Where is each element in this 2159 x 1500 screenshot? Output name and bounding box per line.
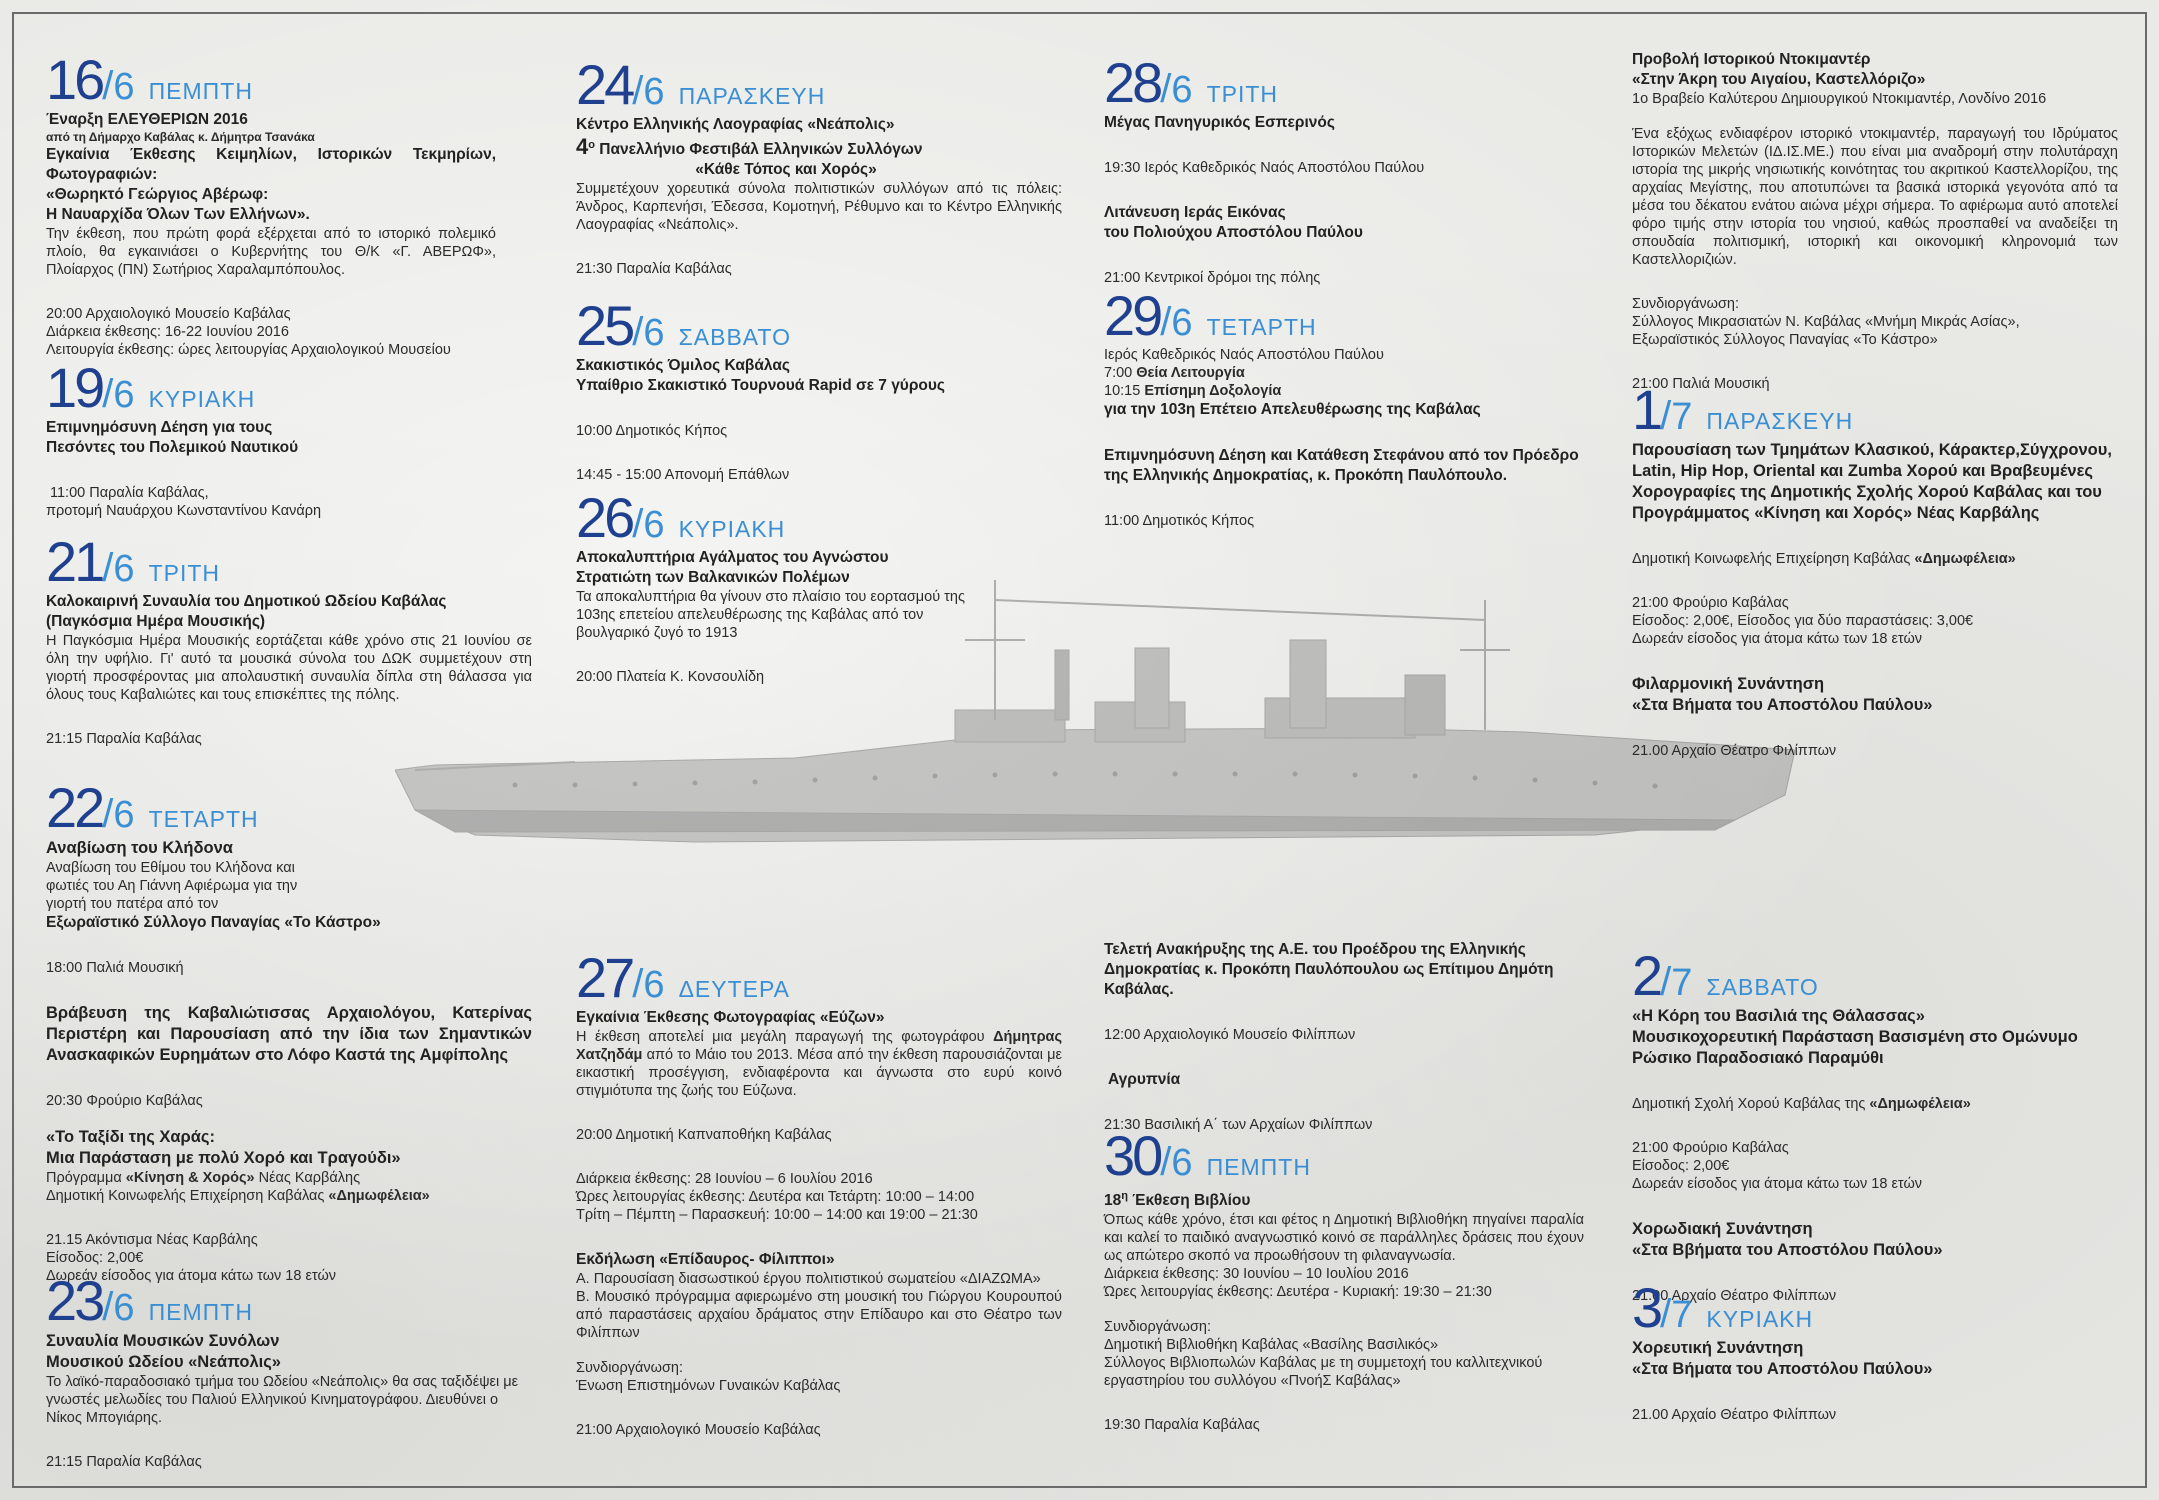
event-time-venue: 20:00 Δημοτική Καπναποθήκη Καβάλας: [576, 1127, 832, 1143]
event-day-29-6-continued: [1104, 940, 1584, 1134]
event-time-venue: 10:00 Δημοτικός Κήπος: [576, 423, 728, 439]
event-title: «Στην Άκρη του Αιγαίου, Καστελλόριζο»: [1632, 71, 1926, 88]
month-number: 6: [643, 504, 665, 546]
month-number: 6: [113, 374, 135, 416]
day-number: 26: [576, 486, 633, 549]
day-name: ΚΥΡΙΑΚΗ: [1706, 1306, 1814, 1332]
event-title: «Το Ταξίδι της Χαράς:: [46, 1128, 215, 1146]
event-organizer: Εξωραϊστικός Σύλλογος Παναγίας «Το Κάστρο»: [1632, 332, 1938, 348]
event-time-venue: 21:00 Παλιά Μουσική: [1632, 376, 1770, 392]
event-time-venue: 20:30 Φρούριο Καβάλας: [46, 1093, 203, 1109]
event-day-27-6: [576, 946, 1062, 1439]
event-title: «Στα Ββήματα του Αποστόλου Παύλου»: [1632, 1241, 1943, 1259]
event-info: Είσοδος: 2,00€: [1632, 1158, 1730, 1174]
event-info: Συνδιοργάνωση:: [1632, 296, 1739, 312]
date-slash: /: [1660, 960, 1672, 1004]
event-info: Δωρεάν είσοδος για άτομα κάτω των 18 ετών: [1632, 631, 1923, 647]
event-title: Μουσικοχορευτική Παράσταση Βασισμένη στο Ομώνυμο Ρώσικο Παραδοσιακό Παραμύθι: [1632, 1028, 2078, 1067]
event-description: Η Παγκόσμια Ημέρα Μουσικής εορτάζεται κάθε χρόνο στις 21 Ιουνίου σε όλη την υφήλιο. Γι' αυτό τα μουσικά σύνολα του ΔΩΚ συμμετέχουν στη γιορτή προσφέροντας μια απολαυστική συναυλία δίπλα στη θάλασσα για όλους τους Καβαλιώτες και τους επισκέπτες της πόλης.: [46, 633, 532, 703]
event-info: Ώρες λειτουργίας έκθεσης: Δευτέρα - Κυριακή: 19:30 – 21:30: [1104, 1284, 1492, 1301]
ordinal-suffix: ο: [588, 139, 595, 151]
event-time-venue: 21:15 Παραλία Καβάλας: [46, 731, 202, 747]
day-number: 25: [576, 294, 633, 357]
event-info: Πρόγραμμα: [46, 1170, 122, 1186]
program-name: «Κίνηση & Χορός»: [125, 1170, 255, 1186]
day-header: [1104, 284, 1584, 347]
month-number: 6: [113, 548, 135, 590]
event-time-venue: 21.15 Ακόντισμα Νέας Καρβάλης: [46, 1232, 258, 1248]
event-time-venue: 19:30 Ιερός Καθεδρικός Ναός Αποστόλου Παύλου: [1104, 160, 1425, 176]
event-time-venue: 21.00 Αρχαίο Θέατρο Φιλίππων: [1632, 743, 1837, 759]
event-info: Συνδιοργάνωση:: [576, 1360, 683, 1376]
day-header: [1632, 378, 2118, 441]
day-header: [576, 294, 1062, 357]
event-description: Συμμετέχουν χορευτικά σύνολα πολιτιστικών συλλόγων από τις πόλεις: Άνδρος, Καρπενήσι, Έδεσσα, Κομοτηνή, Ρέθυμνο και το Κέντρο Ελληνικής Λαογραφίας «Νεάπολις».: [576, 181, 1062, 234]
day-number: 23: [46, 1269, 103, 1332]
event-title: Φιλαρμονική Συνάντηση: [1632, 675, 1825, 693]
event-title: Συναυλία Μουσικών Συνόλων: [46, 1332, 280, 1350]
event-info: Διάρκεια έκθεσης: 28 Ιουνίου – 6 Ιουλίου 2016: [576, 1171, 873, 1187]
month-number: 6: [1171, 1142, 1193, 1184]
event-time-venue: 19:30 Παραλία Καβάλας: [1104, 1417, 1260, 1434]
day-header: [1104, 51, 1584, 114]
event-title: Επίσημη Δοξολογία: [1144, 383, 1282, 399]
event-description: Την έκθεση, που πρώτη φορά εξέρχεται από το ιστορικό πολεμικό πλοίο, θα εγκαινιάσει ο Κυβερνήτης του Θ/Κ «Γ. ΑΒΕΡΩΦ», Πλοίαρχος (ΠΝ) Σωτήριος Χαραλαμπόπουλος.: [46, 226, 496, 278]
event-time: 7:00: [1104, 365, 1137, 381]
event-title: Υπαίθριο Σκακιστικό Τουρνουά Rapid σε 7 γύρους: [576, 377, 945, 394]
day-name: ΠΕΜΠΤΗ: [148, 78, 253, 104]
day-number: 19: [46, 356, 103, 419]
event-time-venue: 21:15 Παραλία Καβάλας: [46, 1454, 202, 1470]
day-header: [46, 530, 532, 593]
event-day-22-6: [46, 776, 532, 1285]
event-title: για την 103η Επέτειο Απελευθέρωσης της Καβάλας: [1104, 401, 1481, 418]
event-time-venue: 21:30 Βασιλική Α΄ των Αρχαίων Φιλίππων: [1104, 1117, 1373, 1133]
event-time-venue: 11:00 Δημοτικός Κήπος: [1104, 513, 1255, 529]
event-title: Σκακιστικός Όμιλος Καβάλας: [576, 357, 790, 374]
event-organizer: Δημοτική Κοινωφελής Επιχείρηση Καβάλας: [46, 1188, 325, 1204]
event-title: Καλοκαιρινή Συναυλία του Δημοτικού Ωδείου Καβάλας: [46, 593, 447, 610]
date-slash: /: [632, 310, 644, 354]
event-documentary-screening: [1632, 50, 2118, 393]
event-title: Θεία Λειτουργία: [1136, 365, 1245, 381]
day-name: ΠΕΜΠΤΗ: [1206, 1154, 1311, 1180]
event-time-venue: 14:45 - 15:00 Απονομή Επάθλων: [576, 467, 790, 483]
event-info: Συνδιοργάνωση:: [1104, 1319, 1211, 1336]
event-time-venue: 21:00 Αρχαιολογικό Μουσείο Καβάλας: [576, 1422, 821, 1438]
month-number: 7: [1671, 396, 1693, 438]
day-name: ΤΕΤΑΡΤΗ: [1206, 314, 1317, 340]
event-description: Η έκθεση αποτελεί μια μεγάλη παραγωγή της φωτογράφου: [576, 1029, 985, 1045]
day-header: [1632, 1276, 2118, 1339]
event-day-29-6: [1104, 284, 1584, 530]
event-description: Α. Παρουσίαση διασωστικού έργου πολιτιστικού σωματείου «ΔΙΑΖΩΜΑ»: [576, 1271, 1041, 1287]
day-number: 22: [46, 776, 103, 839]
day-number: 1: [1632, 378, 1661, 441]
event-time-venue: 21.00 Αρχαίο Θέατρο Φιλίππων: [1632, 1407, 1837, 1423]
event-info: Τρίτη – Πέμπτη – Παρασκευή: 10:00 – 14:00 και 19:00 – 21:30: [576, 1207, 978, 1223]
event-title: Επιμνημόσυνη Δέηση και Κατάθεση Στεφάνου από τον Πρόεδρο της Ελληνικής Δημοκρατίας, κ. Προκόπη Παυλόπουλο.: [1104, 447, 1579, 484]
event-organizer: Εξωραϊστικό Σύλλογο Παναγίας «Το Κάστρο»: [46, 914, 381, 931]
event-subtitle: από τη Δήμαρχο Καβάλας κ. Δήμητρα Τσανάκα: [46, 130, 315, 144]
event-title: Παρουσίαση των Τμημάτων Κλασικού, Κάρακτερ,Σύγχρονου, Latin, Hip Hop, Oriental και Zumba Χορού και Βραβευμένες Χορογραφίες της Δημοτικής Σχολής Χορού Καβάλας και του Προγράμματος «Κίνηση και Χορός» Νέας Καρβάλης: [1632, 441, 2112, 522]
date-slash: /: [102, 64, 114, 108]
event-title: Έναρξη ΕΛΕΥΘΕΡΙΩΝ 2016: [46, 111, 248, 128]
event-title: «Στα Βήματα του Αποστόλου Παύλου»: [1632, 1360, 1933, 1378]
date-slash: /: [1160, 67, 1172, 111]
event-day-25-6: [576, 294, 1062, 484]
event-day-26-6: [576, 486, 996, 686]
day-name: ΚΥΡΙΑΚΗ: [148, 386, 256, 412]
photographer-name: Δήμητρας Χατζηδάμ: [576, 1029, 1062, 1063]
month-number: 6: [113, 1287, 135, 1329]
date-slash: /: [632, 962, 644, 1006]
event-time-venue: 21.00 Αρχαίο Θέατρο Φιλίππων: [1632, 1288, 1837, 1304]
event-day-1-7: [1632, 378, 2118, 760]
event-title: «Η Κόρη του Βασιλιά της Θάλασσας»: [1632, 1007, 1925, 1025]
event-day-23-6: [46, 1269, 532, 1471]
event-description: Τα αποκαλυπτήρια θα γίνουν στο πλαίσιο του εορτασμού της 103ης επετείου απελευθέρωσης της Καβάλας από τον βουλγαρικό ζυγό το 1913: [576, 589, 965, 641]
day-number: 3: [1632, 1276, 1661, 1339]
event-info: Διάρκεια έκθεσης: 16-22 Ιουνίου 2016: [46, 324, 289, 340]
month-number: 6: [113, 794, 135, 836]
day-header: [1632, 944, 2118, 1007]
month-number: 6: [643, 71, 665, 113]
event-description: γιορτή του πατέρα από τον: [46, 896, 219, 912]
event-title: Πεσόντες του Πολεμικού Ναυτικού: [46, 439, 299, 456]
day-number: 21: [46, 530, 103, 593]
day-name: ΤΡΙΤΗ: [1206, 81, 1279, 107]
event-time: 10:15: [1104, 383, 1145, 399]
event-description: Όπως κάθε χρόνο, έτσι και φέτος η Δημοτική Βιβλιοθήκη πηγαίνει παραλία και καλεί το παιδικό αναγνωστικό κοινό σε παράλληλες δράσεις που έχουν ως απώτερο σκοπό να προωθήσουν τη φιλαναγνωσία.: [1104, 1212, 1584, 1265]
event-organizer: Σύλλογος Μικρασιατών Ν. Καβάλας «Μνήμη Μικράς Ασίας»,: [1632, 314, 2020, 330]
event-time-venue: 21:00 Κεντρικοί δρόμοι της πόλης: [1104, 270, 1321, 286]
day-name: ΔΕΥΤΕΡΑ: [678, 976, 790, 1002]
event-info: Νέας Καρβάλης: [258, 1170, 361, 1186]
event-title: Πανελλήνιο Φεστιβάλ Ελληνικών Συλλόγων: [594, 141, 923, 159]
event-info: Είσοδος: 2,00€, Είσοδος για δύο παραστάσεις: 3,00€: [1632, 613, 1974, 629]
event-time-venue: 21:00 Φρούριο Καβάλας: [1632, 595, 1789, 611]
day-name: ΣΑΒΒΑΤΟ: [678, 324, 791, 350]
event-day-16-6: [46, 48, 496, 359]
day-name: ΠΑΡΑΣΚΕΥΗ: [678, 83, 826, 109]
day-header: [46, 1269, 532, 1332]
month-number: 7: [1671, 962, 1693, 1004]
date-slash: /: [102, 372, 114, 416]
event-info: 1ο Βραβείο Καλύτερου Δημιουργικού Ντοκιμαντέρ, Λονδίνο 2016: [1632, 91, 2047, 107]
event-info: Λειτουργία έκθεσης: ώρες λειτουργίας Αρχαιολογικού Μουσείου: [46, 342, 451, 358]
event-day-19-6: [46, 356, 496, 520]
event-organizer: Δημοτική Βιβλιοθήκη Καβάλας «Βασίλης Βασιλικός»: [1104, 1337, 1439, 1354]
event-title: Έκθεση Βιβλίου: [1127, 1192, 1251, 1210]
day-number: 30: [1104, 1124, 1161, 1187]
event-title: του Πολιούχου Αποστόλου Παύλου: [1104, 224, 1363, 241]
event-time-venue: 11:00 Παραλία Καβάλας,: [50, 485, 209, 501]
ordinal-suffix: η: [1121, 1190, 1128, 1202]
event-title: Μια Παράσταση με πολύ Χορό και Τραγούδι»: [46, 1149, 401, 1167]
event-venue: Ιερός Καθεδρικός Ναός Αποστόλου Παύλου: [1104, 347, 1384, 363]
event-time-venue: 20:00 Αρχαιολογικό Μουσείο Καβάλας: [46, 306, 291, 322]
event-time-venue: προτομή Ναυάρχου Κωνσταντίνου Κανάρη: [46, 503, 322, 519]
event-time-venue: 18:00 Παλιά Μουσική: [46, 960, 184, 976]
event-title: Η Ναυαρχίδα Όλων Των Ελλήνων».: [46, 206, 310, 223]
event-time-venue: 21:00 Φρούριο Καβάλας: [1632, 1140, 1789, 1156]
day-header: [576, 486, 996, 549]
event-title: Αποκαλυπτήρια Αγάλματος του Αγνώστου: [576, 549, 889, 566]
event-title: Μουσικού Ωδείου «Νεάπολις»: [46, 1353, 281, 1371]
day-number: 16: [46, 48, 103, 111]
day-name: ΤΡΙΤΗ: [148, 560, 221, 586]
event-day-28-6: [1104, 51, 1584, 287]
day-number: 29: [1104, 284, 1161, 347]
event-title: Εγκαίνια Έκθεσης Κειμηλίων, Ιστορικών Τεκμηρίων, Φωτογραφιών:: [46, 146, 496, 183]
day-number: 28: [1104, 51, 1161, 114]
event-day-21-6: [46, 530, 532, 748]
day-name: ΣΑΒΒΑΤΟ: [1706, 974, 1819, 1000]
event-title: Τελετή Ανακήρυξης της Α.Ε. του Προέδρου της Ελληνικής Δημοκρατίας κ. Προκόπη Παυλόπουλου ως Επίτιμου Δημότη Καβάλας.: [1104, 941, 1554, 998]
event-title: Προβολή Ιστορικού Ντοκιμαντέρ: [1632, 51, 1871, 68]
event-info: Δωρεάν είσοδος για άτομα κάτω των 18 ετών: [46, 1268, 337, 1284]
event-title: Χορωδιακή Συνάντηση: [1632, 1220, 1813, 1238]
day-header: [576, 53, 1062, 116]
event-info: Διάρκεια έκθεσης: 30 Ιουνίου – 10 Ιουλίου 2016: [1104, 1266, 1409, 1283]
event-info: Δωρεάν είσοδος για άτομα κάτω των 18 ετών: [1632, 1176, 1923, 1192]
event-organizer: Ένωση Επιστημόνων Γυναικών Καβάλας: [576, 1378, 841, 1394]
festival-edition-number: 4: [576, 134, 589, 160]
event-day-2-7: [1632, 944, 2118, 1305]
event-day-3-7: [1632, 1276, 2118, 1424]
event-description: Το λαϊκό-παραδοσιακό τμήμα του Ωδείου «Νεάπολις» θα σας ταξιδέψει με γνωστές μελωδίες του Παλιού Ελληνικού Κινηματογράφου. Διευθύνει ο Νίκος Μπογιάρης.: [46, 1374, 519, 1426]
organizer-name: «Δημωφέλεια»: [1869, 1096, 1971, 1112]
event-time-venue: 12:00 Αρχαιολογικό Μουσείο Φιλίππων: [1104, 1027, 1356, 1043]
event-time-venue: 21:30 Παραλία Καβάλας: [576, 261, 732, 278]
event-title: «Στα Βήματα του Αποστόλου Παύλου»: [1632, 696, 1933, 714]
edition-number: 18: [1104, 1192, 1122, 1210]
date-slash: /: [102, 792, 114, 836]
month-number: 7: [1671, 1294, 1693, 1336]
event-organizer: Δημοτική Κοινωφελής Επιχείρηση Καβάλας: [1632, 551, 1911, 567]
date-slash: /: [632, 69, 644, 113]
day-header: [46, 48, 496, 111]
date-slash: /: [1160, 1140, 1172, 1184]
day-name: ΠΕΜΠΤΗ: [148, 1299, 253, 1325]
date-slash: /: [102, 546, 114, 590]
event-info: Είσοδος: 2,00€: [46, 1250, 144, 1266]
day-header: [576, 946, 1062, 1009]
event-title: Κέντρο Ελληνικής Λαογραφίας «Νεάπολις»: [576, 116, 895, 133]
date-slash: /: [1660, 394, 1672, 438]
day-header: [46, 356, 496, 419]
event-title: Επιμνημόσυνη Δέηση για τους: [46, 419, 273, 436]
month-number: 6: [643, 964, 665, 1006]
date-slash: /: [1660, 1292, 1672, 1336]
date-slash: /: [102, 1285, 114, 1329]
event-description: Β. Μουσικό πρόγραμμα αφιερωμένο στη μουσική του Γιώργου Κουρουπού από παραστάσεις αρχαίου δράματος στην Επίδαυρο και στο Θέατρο των Φιλίππων: [576, 1289, 1062, 1341]
organizer-name: «Δημωφέλεια»: [1914, 551, 2016, 567]
organizer-name: «Δημωφέλεια»: [328, 1188, 430, 1204]
date-slash: /: [1160, 300, 1172, 344]
day-number: 27: [576, 946, 633, 1009]
event-title: (Παγκόσμια Ημέρα Μουσικής): [46, 613, 266, 630]
event-time-venue: 20:00 Πλατεία Κ. Κονσουλίδη: [576, 669, 765, 685]
event-title: Λιτάνευση Ιεράς Εικόνας: [1104, 204, 1286, 221]
event-title: Εκδήλωση «Επίδαυρος- Φίλιπποι»: [576, 1251, 835, 1268]
event-description: από το Μάιο του 2013. Μέσα από την έκθεση παρουσιάζονται με εικαστική προσέγγιση, ενδιαφέροντα και άγνωστα στο ευρύ κοινό στιγμιότυπα της ζωής του Εύζωνα.: [576, 1047, 1062, 1099]
event-day-24-6: [576, 53, 1062, 278]
event-title: Αγρυπνία: [1108, 1071, 1181, 1088]
day-number: 2: [1632, 944, 1661, 1007]
event-title: Στρατιώτη των Βαλκανικών Πολέμων: [576, 569, 850, 586]
event-organizer: Δημοτική Σχολή Χορού Καβάλας της: [1632, 1096, 1866, 1112]
month-number: 6: [113, 66, 135, 108]
event-title: «Κάθε Τόπος και Χορός»: [695, 161, 877, 179]
day-name: ΤΕΤΑΡΤΗ: [148, 806, 259, 832]
day-header: [46, 776, 532, 839]
event-description: Ένα εξόχως ενδιαφέρον ιστορικό ντοκιμαντέρ, παραγωγή του Ιδρύματος Ιστορικών Μελετών (ΙΔ.ΙΣ.ΜΕ.) που είναι μια αναδρομή στην πολυτάραχη ιστορία της μικρής νησιωτικής κοινότητας του ακριτικού Καστελλορίζου, της αρχαίας Μεγίστης, που αποτυπώνει τα βασικά ιστορικά γεγονότα από τα μέσα του δέκατου ενάτου αιώνα μέχρι σήμερα. Το αφιέρωμα αυτό αποτελεί φόρο τιμής στην ιστορία του νησιού, καθώς προσπαθεί να αναδείξει τη σπουδαία πολιτισμική, ιστορική και οικονομική κληρονομιά των Καστελλοριζιών.: [1632, 126, 2118, 268]
event-title: Εγκαίνια Έκθεσης Φωτογραφίας «Εύζων»: [576, 1009, 885, 1026]
date-slash: /: [632, 502, 644, 546]
event-title: Μέγας Πανηγυρικός Εσπερινός: [1104, 114, 1335, 131]
day-name: ΠΑΡΑΣΚΕΥΗ: [1706, 408, 1854, 434]
event-title: Βράβευση της Καβαλιώτισσας Αρχαιολόγου, Κατερίνας Περιστέρη και Παρουσίαση από την ίδια των Σημαντικών Ανασκαφικών Ευρημάτων στο Λόφο Καστά της Αμφίπολης: [46, 1004, 532, 1064]
event-organizer: Σύλλογος Βιβλιοπωλών Καβάλας με τη συμμετοχή του καλλιτεχνικού εργαστηρίου του συλλόγου «ΠνοήΣ Καβάλας»: [1104, 1355, 1543, 1390]
event-title: «Θωρηκτό Γεώργιος Αβέρωφ:: [46, 186, 269, 203]
event-info: Ώρες λειτουργίας έκθεσης: Δευτέρα και Τετάρτη: 10:00 – 14:00: [576, 1189, 975, 1205]
event-title: Χορευτική Συνάντηση: [1632, 1339, 1804, 1357]
event-title: Αναβίωση του Κλήδονα: [46, 839, 233, 857]
month-number: 6: [1171, 69, 1193, 111]
event-description: φωτιές του Αη Γιάννη Αφιέρωμα για την: [46, 878, 298, 894]
month-number: 6: [1171, 302, 1193, 344]
day-number: 24: [576, 53, 633, 116]
month-number: 6: [643, 312, 665, 354]
event-description: Αναβίωση του Εθίμου του Κλήδονα και: [46, 860, 295, 876]
day-name: ΚΥΡΙΑΚΗ: [678, 516, 786, 542]
